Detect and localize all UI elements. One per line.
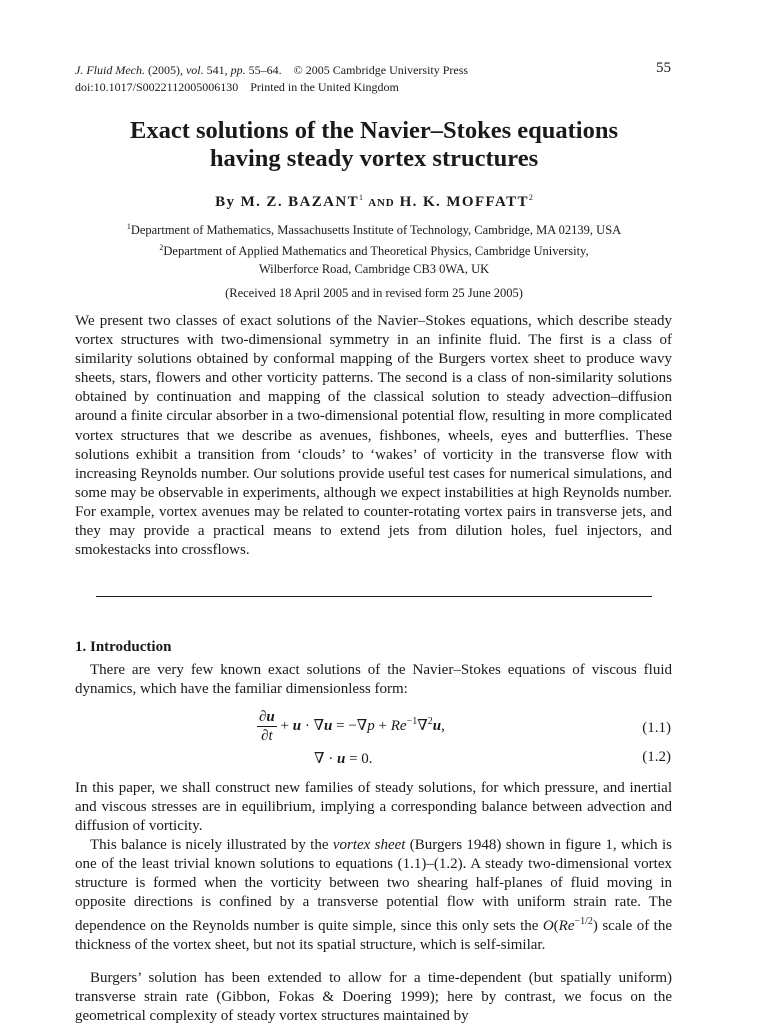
paper-title: Exact solutions of the Navier–Stokes equations having steady vortex structures	[130, 117, 618, 172]
author-2: H. K. MOFFATT	[399, 194, 529, 210]
printed-note: Printed in the United Kingdom	[250, 80, 399, 94]
abstract: We present two classes of exact solutions of the Navier–Stokes equations, which describe steady vortex structures with two-dimensional symmetry in an infinite fluid. The first is a class of similarity solutions obtained by conformal mapping of the Burgers vortex sheet to produce wavy sheets, stars, flowers and other vorticity patterns. The second is a class of non-similarity solutions obtained by continuation and mapping of the classical solution to steady advection–diffusion around a finite circular absorber in a two-dimensional potential flow, resulting in more complicated vortex structures that we describe as avenues, fishbones, wheels, eyes and butterflies. These solutions exhibit a transition from ‘clouds’ to ‘wakes’ of vorticity in the transverse flow with increasing Reynolds number. Our solutions provide useful test cases for numerical simulations, and some may be observable in experiments, although we expect instabilities at high Reynolds number. For example, vortex avenues may be related to counter-rotating vortex pairs in transverse jets, and they may provide a practical means to extend jets from dilution holes, fuel injectors, and smokestacks into crossflows.	[75, 313, 672, 559]
running-header	[75, 62, 468, 96]
paragraph-4: Burgers’ solution has been extended to allow for a time-dependent (but spatially uniform) transverse strain rate (Gibbon, Fokas & Doering 1999); here by contrast, we focus on the geometrical complexity of steady vortex structures maintained by	[75, 970, 672, 1024]
equation-1-2: ∇ · u = 0.	[314, 751, 373, 767]
doi-line	[75, 79, 468, 96]
citation-line: J. Fluid Mech. (2005), vol. 541, pp. 55–64. © 2005 Cambridge University Press	[75, 63, 469, 77]
intro-paragraph: There are very few known exact solutions of the Navier–Stokes equations of viscous fluid dynamics, which have the familiar dimensionless form:	[75, 662, 672, 697]
author-line: By M. Z. BAZANT$^1$ AND H. K. MOFFATT$^2$	[215, 193, 533, 210]
copyright: © 2005 Cambridge University Press	[293, 63, 469, 77]
section-divider	[96, 596, 652, 597]
author-1: M. Z. BAZANT	[240, 194, 360, 210]
page-number: 55	[656, 60, 671, 76]
paragraph-3: This balance is nicely illustrated by the vortex sheet (Burgers 1948) shown in figure 1, which is one of the least trivial known solutions to equations (1.1)–(1.2). A steady two-dimensional vortex structure is formed when the vorticity between two shearing half-planes of fluid moving in opposite directions is confined by a transverse potential flow with uniform strain rate. The dependence on the Reynolds number is quite simple, since this only sets the $O(Re^{-1/2})$ scale of the thickness of the vortex sheet, but not its spatial structure, which is self-similar.	[75, 837, 672, 953]
equation-1-1: $\frac{\partial u}{\partial t}$ + $u \cdot \nabla u = -\nabla p + Re^{-1}\nabla^2u$,	[259, 709, 445, 744]
affiliation-1: $^1$Department of Mathematics, Massachusetts Institute of Technology, Cambridge, MA 02139, USA	[126, 222, 622, 238]
received-dates: (Received 18 April 2005 and in revised form 25 June 2005)	[225, 286, 523, 300]
affiliation-2: $^2$Department of Applied Mathematics and Theoretical Physics, Cambridge University,	[159, 243, 589, 259]
paragraph-2: In this paper, we shall construct new families of steady solutions, for which pressure, and inertial and viscous stresses are in equilibrium, implying a corresponding balance between advection and diffusion of vorticity.	[75, 780, 672, 834]
doi: doi:10.1017/S0022112005006130	[75, 80, 239, 94]
section-heading: 1. Introduction	[75, 639, 172, 655]
equation-1-2-number: (1.2)	[642, 749, 671, 765]
affiliations: $^1$Department of Mathematics, Massachusetts Institute of Technology, Cambridge, MA 02139, USA $^2$Department of Applied Mathematics and Theoretical Physics, Cambridge University, Wilberforce Road, Cambridge CB3 0WA, UK	[40, 218, 708, 278]
equation-1-1-number: (1.1)	[642, 720, 671, 736]
